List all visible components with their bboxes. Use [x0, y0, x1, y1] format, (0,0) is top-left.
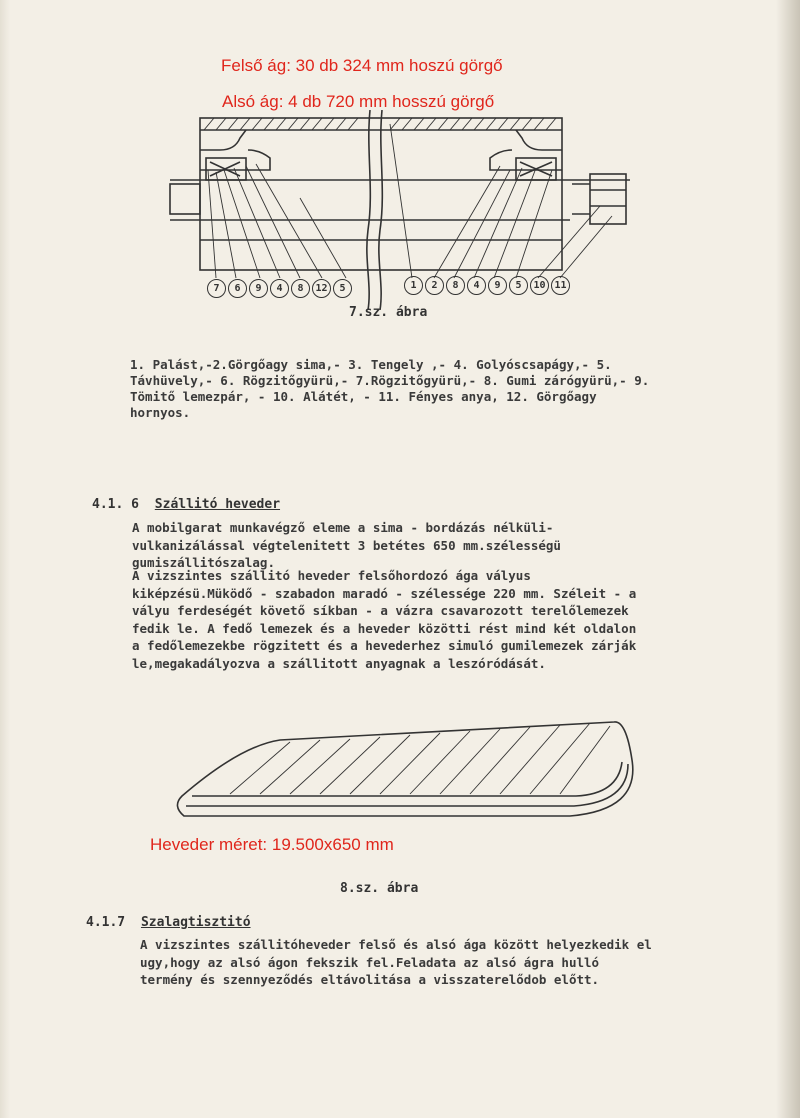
belt-drawing	[170, 712, 650, 837]
part-callout: 1	[404, 276, 423, 295]
section-417-title: Szalagtisztitó	[140, 915, 251, 930]
part-callout: 5	[509, 276, 528, 295]
part-callout: 10	[530, 276, 549, 295]
upper-branch-note: Felső ág: 30 db 324 mm hoszú görgő	[221, 56, 503, 75]
part-callout: 6	[228, 279, 247, 298]
part-callout: 11	[551, 276, 570, 295]
figure-7-caption: 7.sz. ábra	[349, 305, 428, 320]
part-callout: 4	[270, 279, 289, 298]
part-callout: 8	[446, 276, 465, 295]
lower-branch-note: Alsó ág: 4 db 720 mm hosszú görgő	[222, 92, 495, 111]
part-callout: 8	[291, 279, 310, 298]
part-callout: 12	[312, 279, 331, 298]
page-binding-shadow	[776, 0, 800, 1118]
section-417-number: 4.1.7	[86, 915, 126, 930]
part-callout: 9	[488, 276, 507, 295]
part-callout: 5	[333, 279, 352, 298]
part-callout: 4	[467, 276, 486, 295]
parts-legend: 1. Palást,-2.Görgőagy sima,- 3. Tengely ,- 4. Golyóscsapágy,- 5. Távhüvely,- 6. Rögzitőgyürü,- 7.Rögzitőgyürü,- 8. Gumi zárógyürü,- 9. Tömitő lemezpár, - 10. Alátét, - 11. Fényes anya, 12. Görgőagy hornyos.	[130, 357, 650, 420]
section-416-title: Szállitó heveder	[154, 497, 281, 512]
part-callout: 7	[207, 279, 226, 298]
page-left-edge	[0, 0, 10, 1118]
belt-size-note: Heveder méret: 19.500x650 mm	[150, 835, 394, 854]
section-416-number: 4.1. 6	[92, 497, 139, 512]
section-417-paragraph: A vizszintes szállitóheveder felső és alsó ága között helyezkedik el ugy,hogy az alsó ágon fekszik fel.Feladata az alsó ágra hulló termény és szennyeződés eltávolitása a visszaterelődob előtt.	[140, 937, 652, 987]
section-416-paragraph-1: A mobilgarat munkavégző eleme a sima - bordázás nélküli- vulkanizálással végtelenitett 3 betétes 650 mm.szélességü gumiszállitószalag.	[132, 520, 561, 570]
part-callout: 2	[425, 276, 444, 295]
section-416-heading	[92, 497, 280, 512]
section-417-heading	[86, 915, 251, 930]
figure-8-caption: 8.sz. ábra	[340, 881, 419, 896]
section-416-paragraph-2: A vizszintes szállitó heveder felsőhordozó ága vályus kiképzésü.Müködő - szabadon maradó - szélessége 220 mm. Széleit - a vályu ferdeségét követő síkban - a vázra csavarozott terelőlemezek fedik le. A fedő lemezek és a heveder közötti rést mind két oldalon a fedőlemezekbe rögzitett és a hevederhez simuló gumilemezek zárják le,megakadályozva a szállitott anyagnak a leszóródását.	[132, 568, 637, 671]
part-callout: 9	[249, 279, 268, 298]
